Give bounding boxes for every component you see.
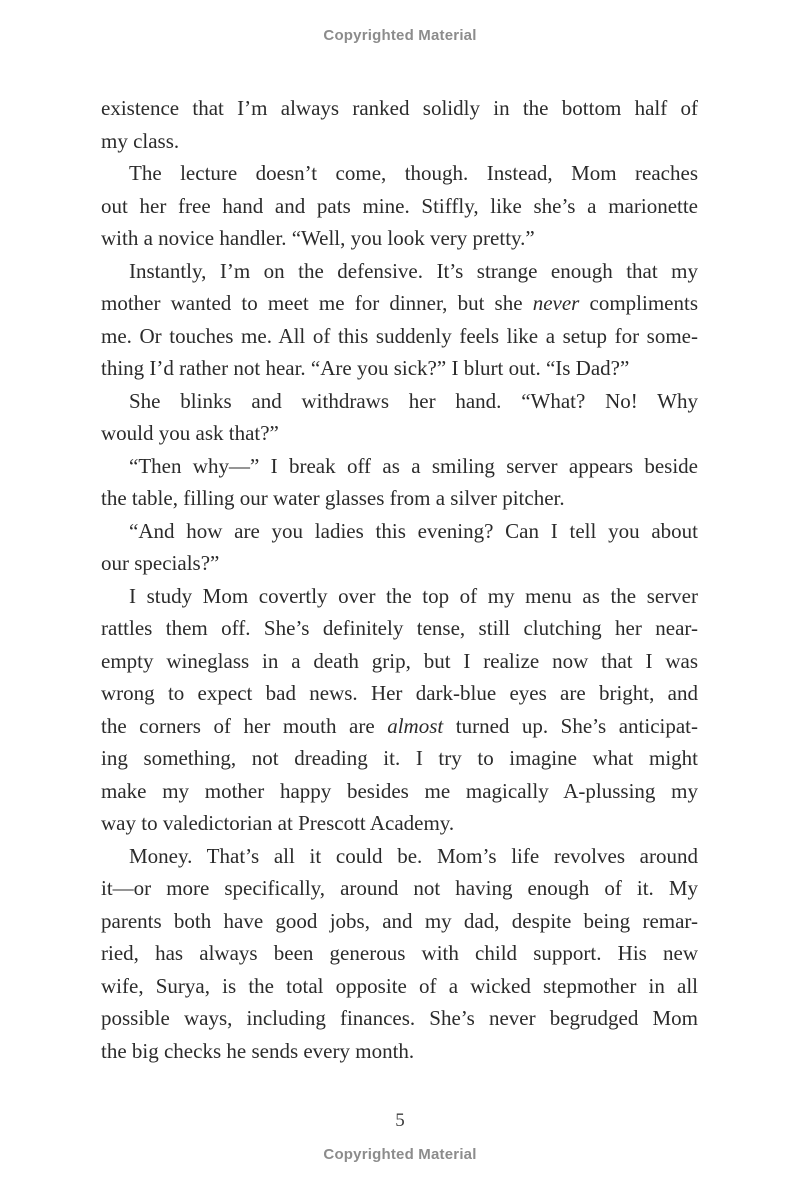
text-line <box>101 92 698 125</box>
text-line <box>101 125 698 158</box>
text-segment: ried, has always been generous with child support. His new <box>101 941 698 965</box>
text-line <box>101 482 698 515</box>
header-copyright-notice: Copyrighted Material <box>323 27 477 44</box>
text-line <box>101 287 698 320</box>
text-segment: empty wineglass in a death grip, but I realize now that I was <box>101 648 698 673</box>
emphasized-text: never <box>532 291 580 315</box>
text-line <box>101 775 698 808</box>
text-segment: existence that I’m always ranked solidly in the bottom half of <box>101 96 698 120</box>
text-line <box>101 157 698 190</box>
text-segment: it—or more specifically, around not having enough of it. My <box>101 876 698 900</box>
text-segment: thing I’d rather not hear. “Are you sick?” I blurt out. “Is Dad?” <box>101 356 630 380</box>
text-segment: mother wanted to meet me for dinner, but she <box>101 291 533 315</box>
text-line <box>101 807 698 840</box>
text-segment: our specials?” <box>101 551 220 575</box>
text-line <box>101 320 698 353</box>
text-line <box>101 905 698 938</box>
text-segment: Instantly, I’m on the defensive. It’s strange enough that my <box>129 258 698 283</box>
body-text <box>101 92 698 1067</box>
text-line <box>101 190 698 223</box>
text-line <box>101 515 698 548</box>
text-line <box>101 222 698 255</box>
text-segment: my class. <box>101 128 180 153</box>
text-segment: the big checks he sends every month. <box>101 1038 415 1063</box>
text-line <box>101 580 698 613</box>
text-segment: The lecture doesn’t come, though. Instead, Mom reaches <box>129 161 698 185</box>
text-line <box>101 1002 698 1035</box>
text-line <box>101 352 698 385</box>
text-segment: would you ask that?” <box>101 421 279 445</box>
footer-copyright-notice: Copyrighted Material <box>323 1146 477 1163</box>
text-segment: out her free hand and pats mine. Stiffly, like she’s a marionette <box>101 193 698 218</box>
text-segment: turned up. She’s anticipat- <box>443 713 698 738</box>
text-segment: “And how are you ladies this evening? Can I tell you about <box>129 518 698 543</box>
text-line <box>101 645 698 678</box>
text-segment: I study Mom covertly over the top of my menu as the server <box>129 583 698 608</box>
text-line <box>101 417 698 450</box>
text-line <box>101 970 698 1003</box>
text-line <box>101 1035 698 1068</box>
text-segment: possible ways, including finances. She’s never begrudged Mom <box>101 1006 698 1030</box>
text-line <box>101 450 698 483</box>
text-segment: me. Or touches me. All of this suddenly feels like a setup for some- <box>101 323 698 348</box>
text-segment: wrong to expect bad news. Her dark-blue eyes are bright, and <box>101 681 698 705</box>
text-line <box>101 547 698 580</box>
text-segment: make my mother happy besides me magically A-plussing my <box>101 778 698 803</box>
page-number: 5 <box>395 1110 405 1131</box>
text-line <box>101 385 698 418</box>
text-line <box>101 937 698 970</box>
text-segment: wife, Surya, is the total opposite of a wicked stepmother in all <box>101 973 698 998</box>
emphasized-text: almost <box>387 713 444 738</box>
text-segment: rattles them off. She’s definitely tense, still clutching her near- <box>101 616 698 640</box>
text-segment: the table, filling our water glasses from a silver pitcher. <box>101 486 565 510</box>
text-segment: compliments <box>579 291 698 315</box>
text-line <box>101 255 698 288</box>
text-segment: “Then why—” I break off as a smiling server appears beside <box>129 453 698 478</box>
text-segment: with a novice handler. “Well, you look very pretty.” <box>101 226 535 250</box>
text-segment: parents both have good jobs, and my dad, despite being remar- <box>101 908 698 933</box>
text-segment: Money. That’s all it could be. Mom’s life revolves around <box>129 843 698 868</box>
text-segment: She blinks and withdraws her hand. “What? No! Why <box>129 388 698 413</box>
text-line <box>101 742 698 775</box>
text-line <box>101 677 698 710</box>
text-segment: the corners of her mouth are <box>101 713 388 738</box>
text-line <box>101 840 698 873</box>
text-segment: ing something, not dreading it. I try to imagine what might <box>101 746 698 770</box>
text-line <box>101 710 698 743</box>
text-segment: way to valedictorian at Prescott Academy. <box>101 811 455 835</box>
text-line <box>101 872 698 905</box>
text-line <box>101 612 698 645</box>
